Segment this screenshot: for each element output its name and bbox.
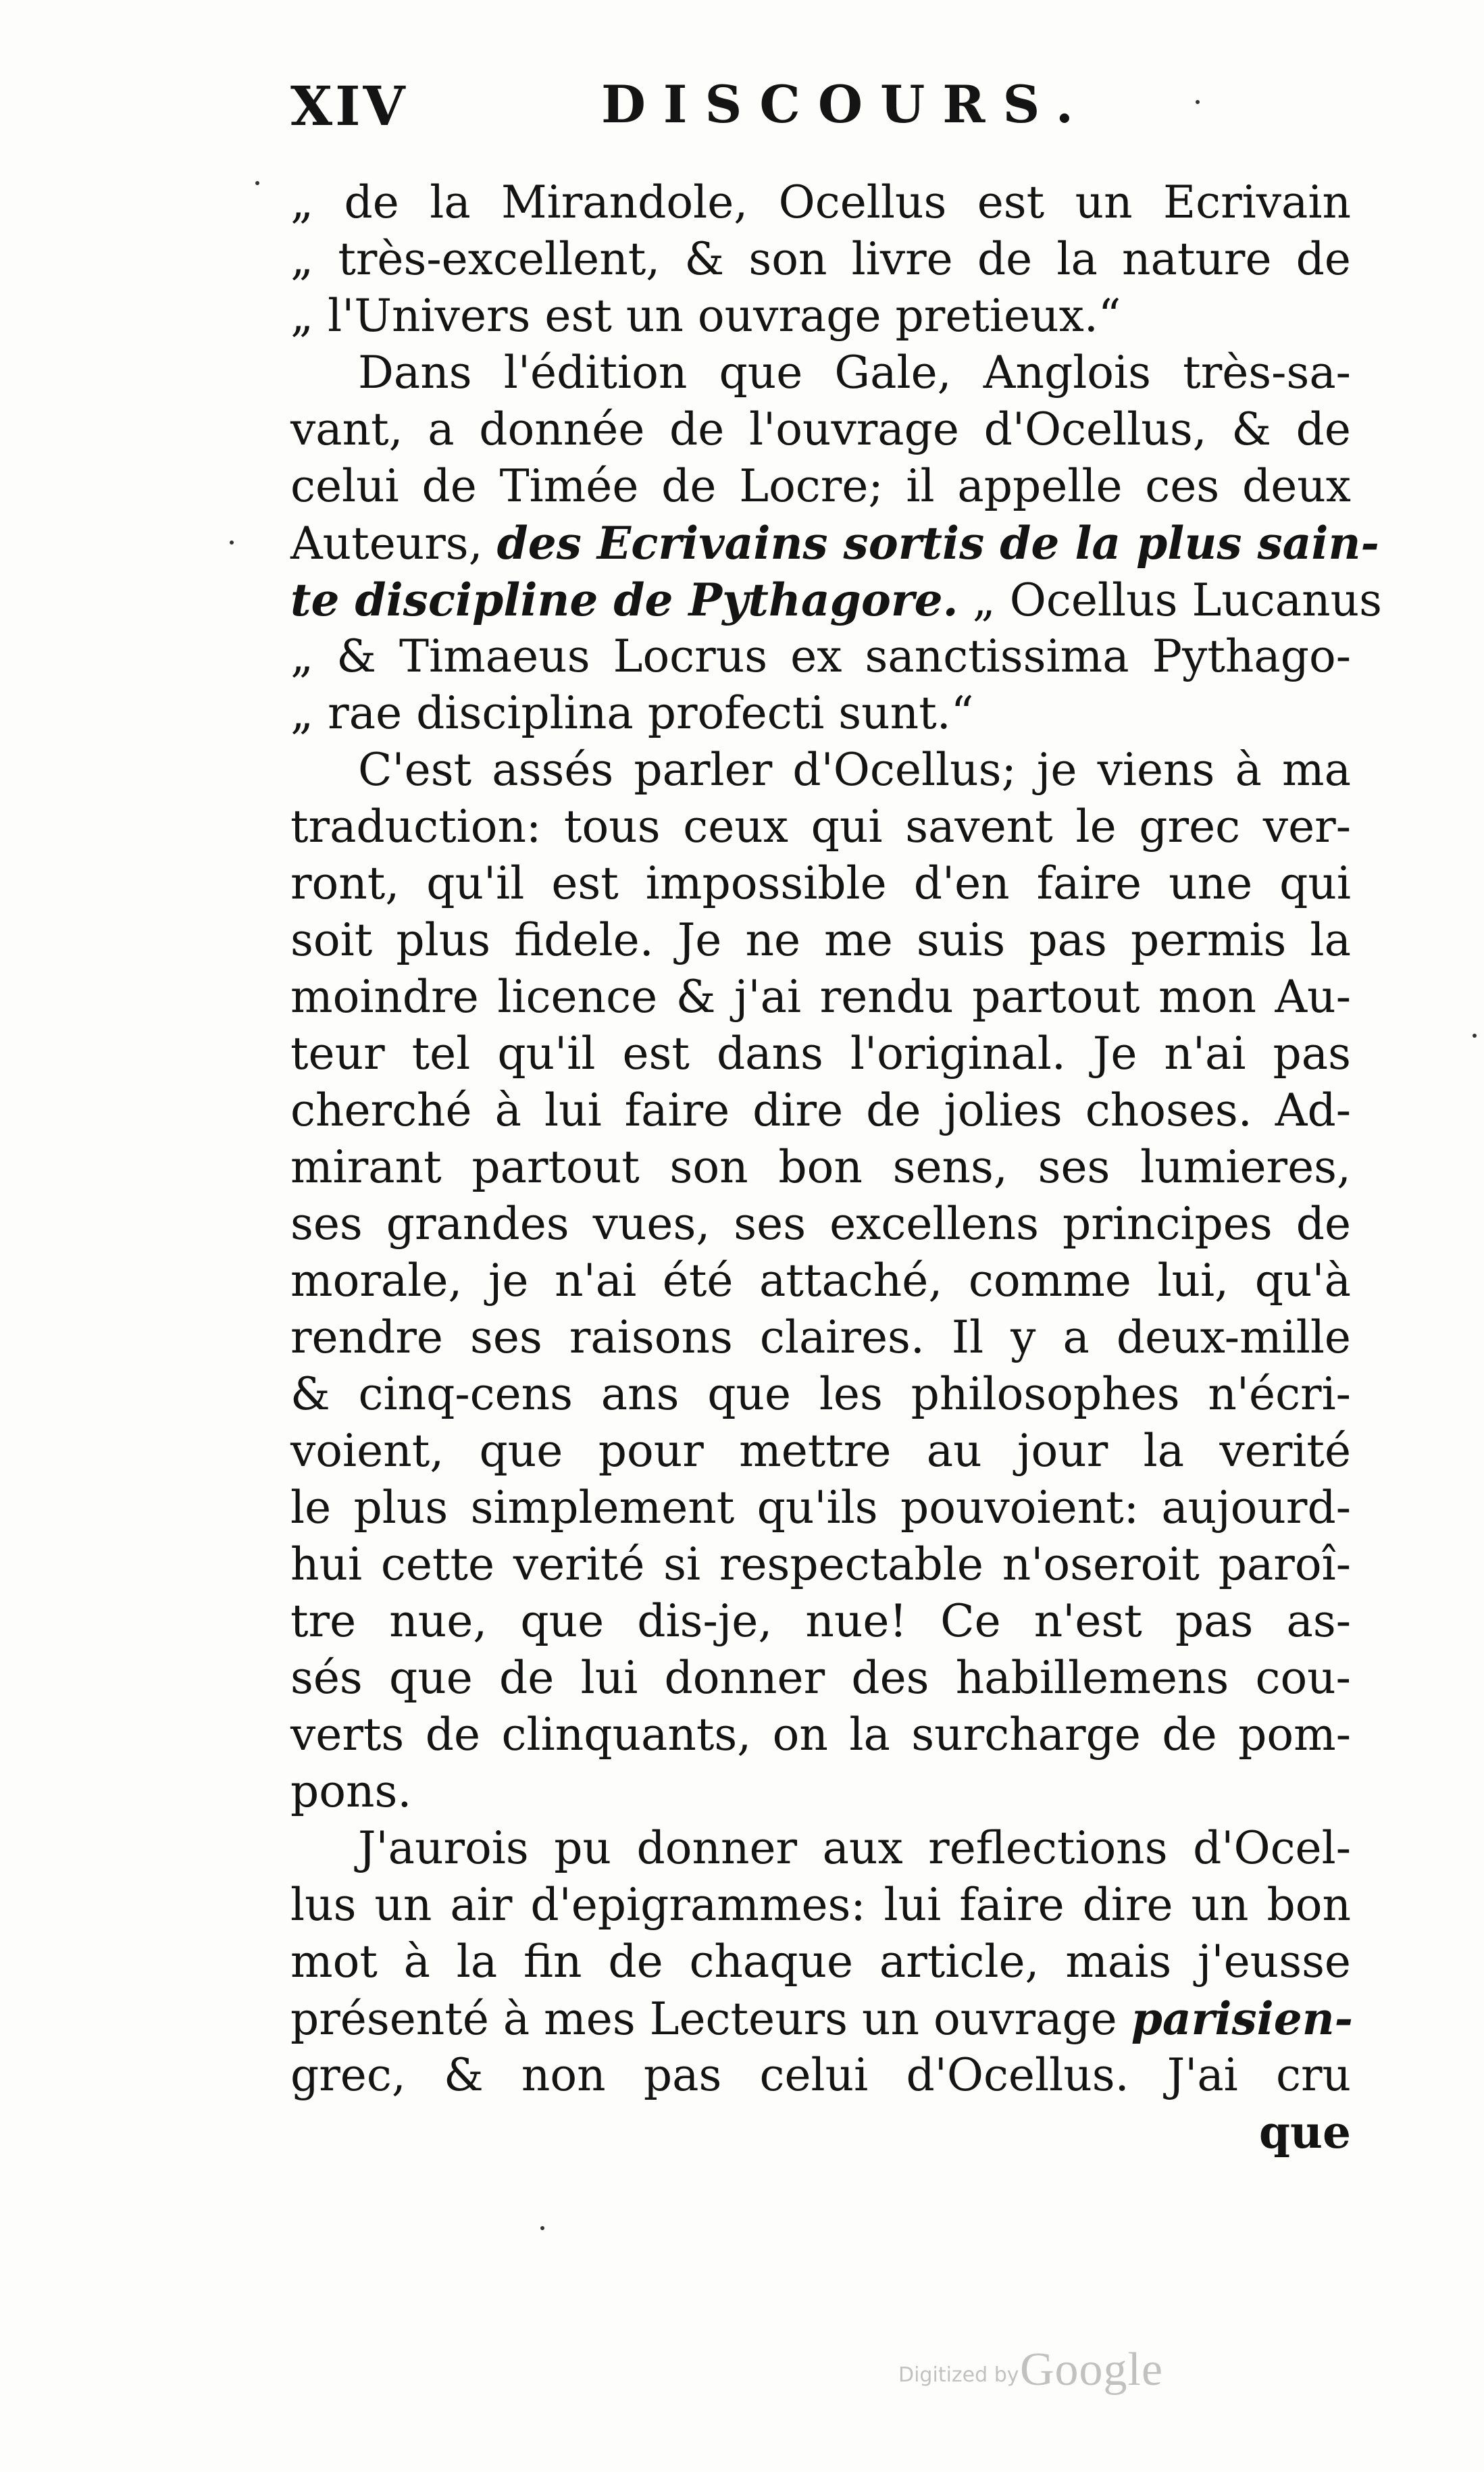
text-line: hui cette verité si respectable n'oseroit paroî- bbox=[290, 1538, 1351, 1590]
page-number: XIV bbox=[290, 74, 408, 138]
text-line: tre nue, que dis-je, nue! Ce n'est pas as- bbox=[290, 1595, 1351, 1647]
text-line: soit plus fidele. Je ne me suis pas permis la bbox=[290, 914, 1351, 966]
text-line: cherché à lui faire dire de jolies choses. Ad- bbox=[290, 1084, 1351, 1136]
text-line: rendre ses raisons claires. Il y a deux-mille bbox=[290, 1311, 1351, 1363]
text-line: „ de la Mirandole, Ocellus est un Ecrivain bbox=[290, 176, 1351, 228]
italic-quote: te discipline de Pythagore. bbox=[290, 574, 958, 626]
google-logo: Google bbox=[1020, 2344, 1164, 2396]
ink-speck bbox=[230, 540, 234, 545]
text-line: sés que de lui donner des habillemens cou- bbox=[290, 1652, 1351, 1704]
text-line: voient, que pour mettre au jour la verité bbox=[290, 1425, 1351, 1477]
text-line: vant, a donnée de l'ouvrage d'Ocellus, & de bbox=[290, 403, 1351, 455]
italic-word: parisien- bbox=[1131, 1992, 1354, 2045]
text-line: le plus simplement qu'ils pouvoient: aujourd- bbox=[290, 1482, 1351, 1534]
digitization-watermark bbox=[898, 2343, 1209, 2397]
ink-speck bbox=[1473, 1034, 1477, 1038]
paragraph-start-line: J'aurois pu donner aux reflections d'Ocel- bbox=[358, 1822, 1351, 1874]
text-line: celui de Timée de Locre; il appelle ces deux bbox=[290, 460, 1351, 512]
text-line: „ rae disciplina profecti sunt.“ bbox=[290, 687, 974, 739]
paragraph-start-line: Dans l'édition que Gale, Anglois très-sa- bbox=[358, 347, 1351, 399]
italic-quote: des Ecrivains sortis de la plus sain- bbox=[496, 517, 1379, 570]
text-line: teur tel qu'il est dans l'original. Je n'ai pas bbox=[290, 1028, 1351, 1080]
text-line: traduction: tous ceux qui savent le grec ver- bbox=[290, 801, 1351, 853]
body-text bbox=[290, 174, 1382, 2161]
ink-speck bbox=[255, 181, 259, 185]
text-line: mirant partout son bon sens, ses lumieres, bbox=[290, 1141, 1351, 1193]
ink-speck bbox=[540, 2226, 544, 2230]
text-line: Auteurs, des Ecrivains sortis de la plus sain- bbox=[290, 517, 1379, 570]
text-line: mot à la fin de chaque article, mais j'eusse bbox=[290, 1936, 1351, 1988]
page-header bbox=[290, 74, 1344, 149]
text-line: „ l'Univers est un ouvrage pretieux.“ bbox=[290, 290, 1121, 342]
text-line: „ & Timaeus Locrus ex sanctissima Pythago- bbox=[290, 630, 1351, 682]
catchword: que bbox=[1258, 2106, 1351, 2159]
ink-speck bbox=[1196, 100, 1200, 104]
text-line: moindre licence & j'ai rendu partout mon Au- bbox=[290, 971, 1351, 1023]
text-line: & cinq-cens ans que les philosophes n'écri- bbox=[290, 1368, 1351, 1420]
text-line: ront, qu'il est impossible d'en faire une qui bbox=[290, 857, 1351, 909]
running-title: DISCOURS. bbox=[601, 74, 1092, 134]
digitized-by-label: Digitized by bbox=[898, 2363, 1019, 2387]
text-line: verts de clinquants, on la surcharge de pom- bbox=[290, 1709, 1351, 1761]
text-line: „ très-excellent, & son livre de la nature de bbox=[290, 233, 1351, 285]
text-line: morale, je n'ai été attaché, comme lui, qu'à bbox=[290, 1255, 1351, 1307]
paragraph-start-line: C'est assés parler d'Ocellus; je viens à ma bbox=[358, 744, 1351, 796]
text-line: grec, & non pas celui d'Ocellus. J'ai cru bbox=[290, 2049, 1351, 2101]
text-line: te discipline de Pythagore. „ Ocellus Lucanus bbox=[290, 574, 1382, 626]
text-line: présenté à mes Lecteurs un ouvrage parisien- bbox=[290, 1992, 1354, 2045]
text-line: lus un air d'epigrammes: lui faire dire un bon bbox=[290, 1879, 1351, 1931]
text-line: pons. bbox=[290, 1765, 412, 1817]
text-line: ses grandes vues, ses excellens principes de bbox=[290, 1198, 1351, 1250]
